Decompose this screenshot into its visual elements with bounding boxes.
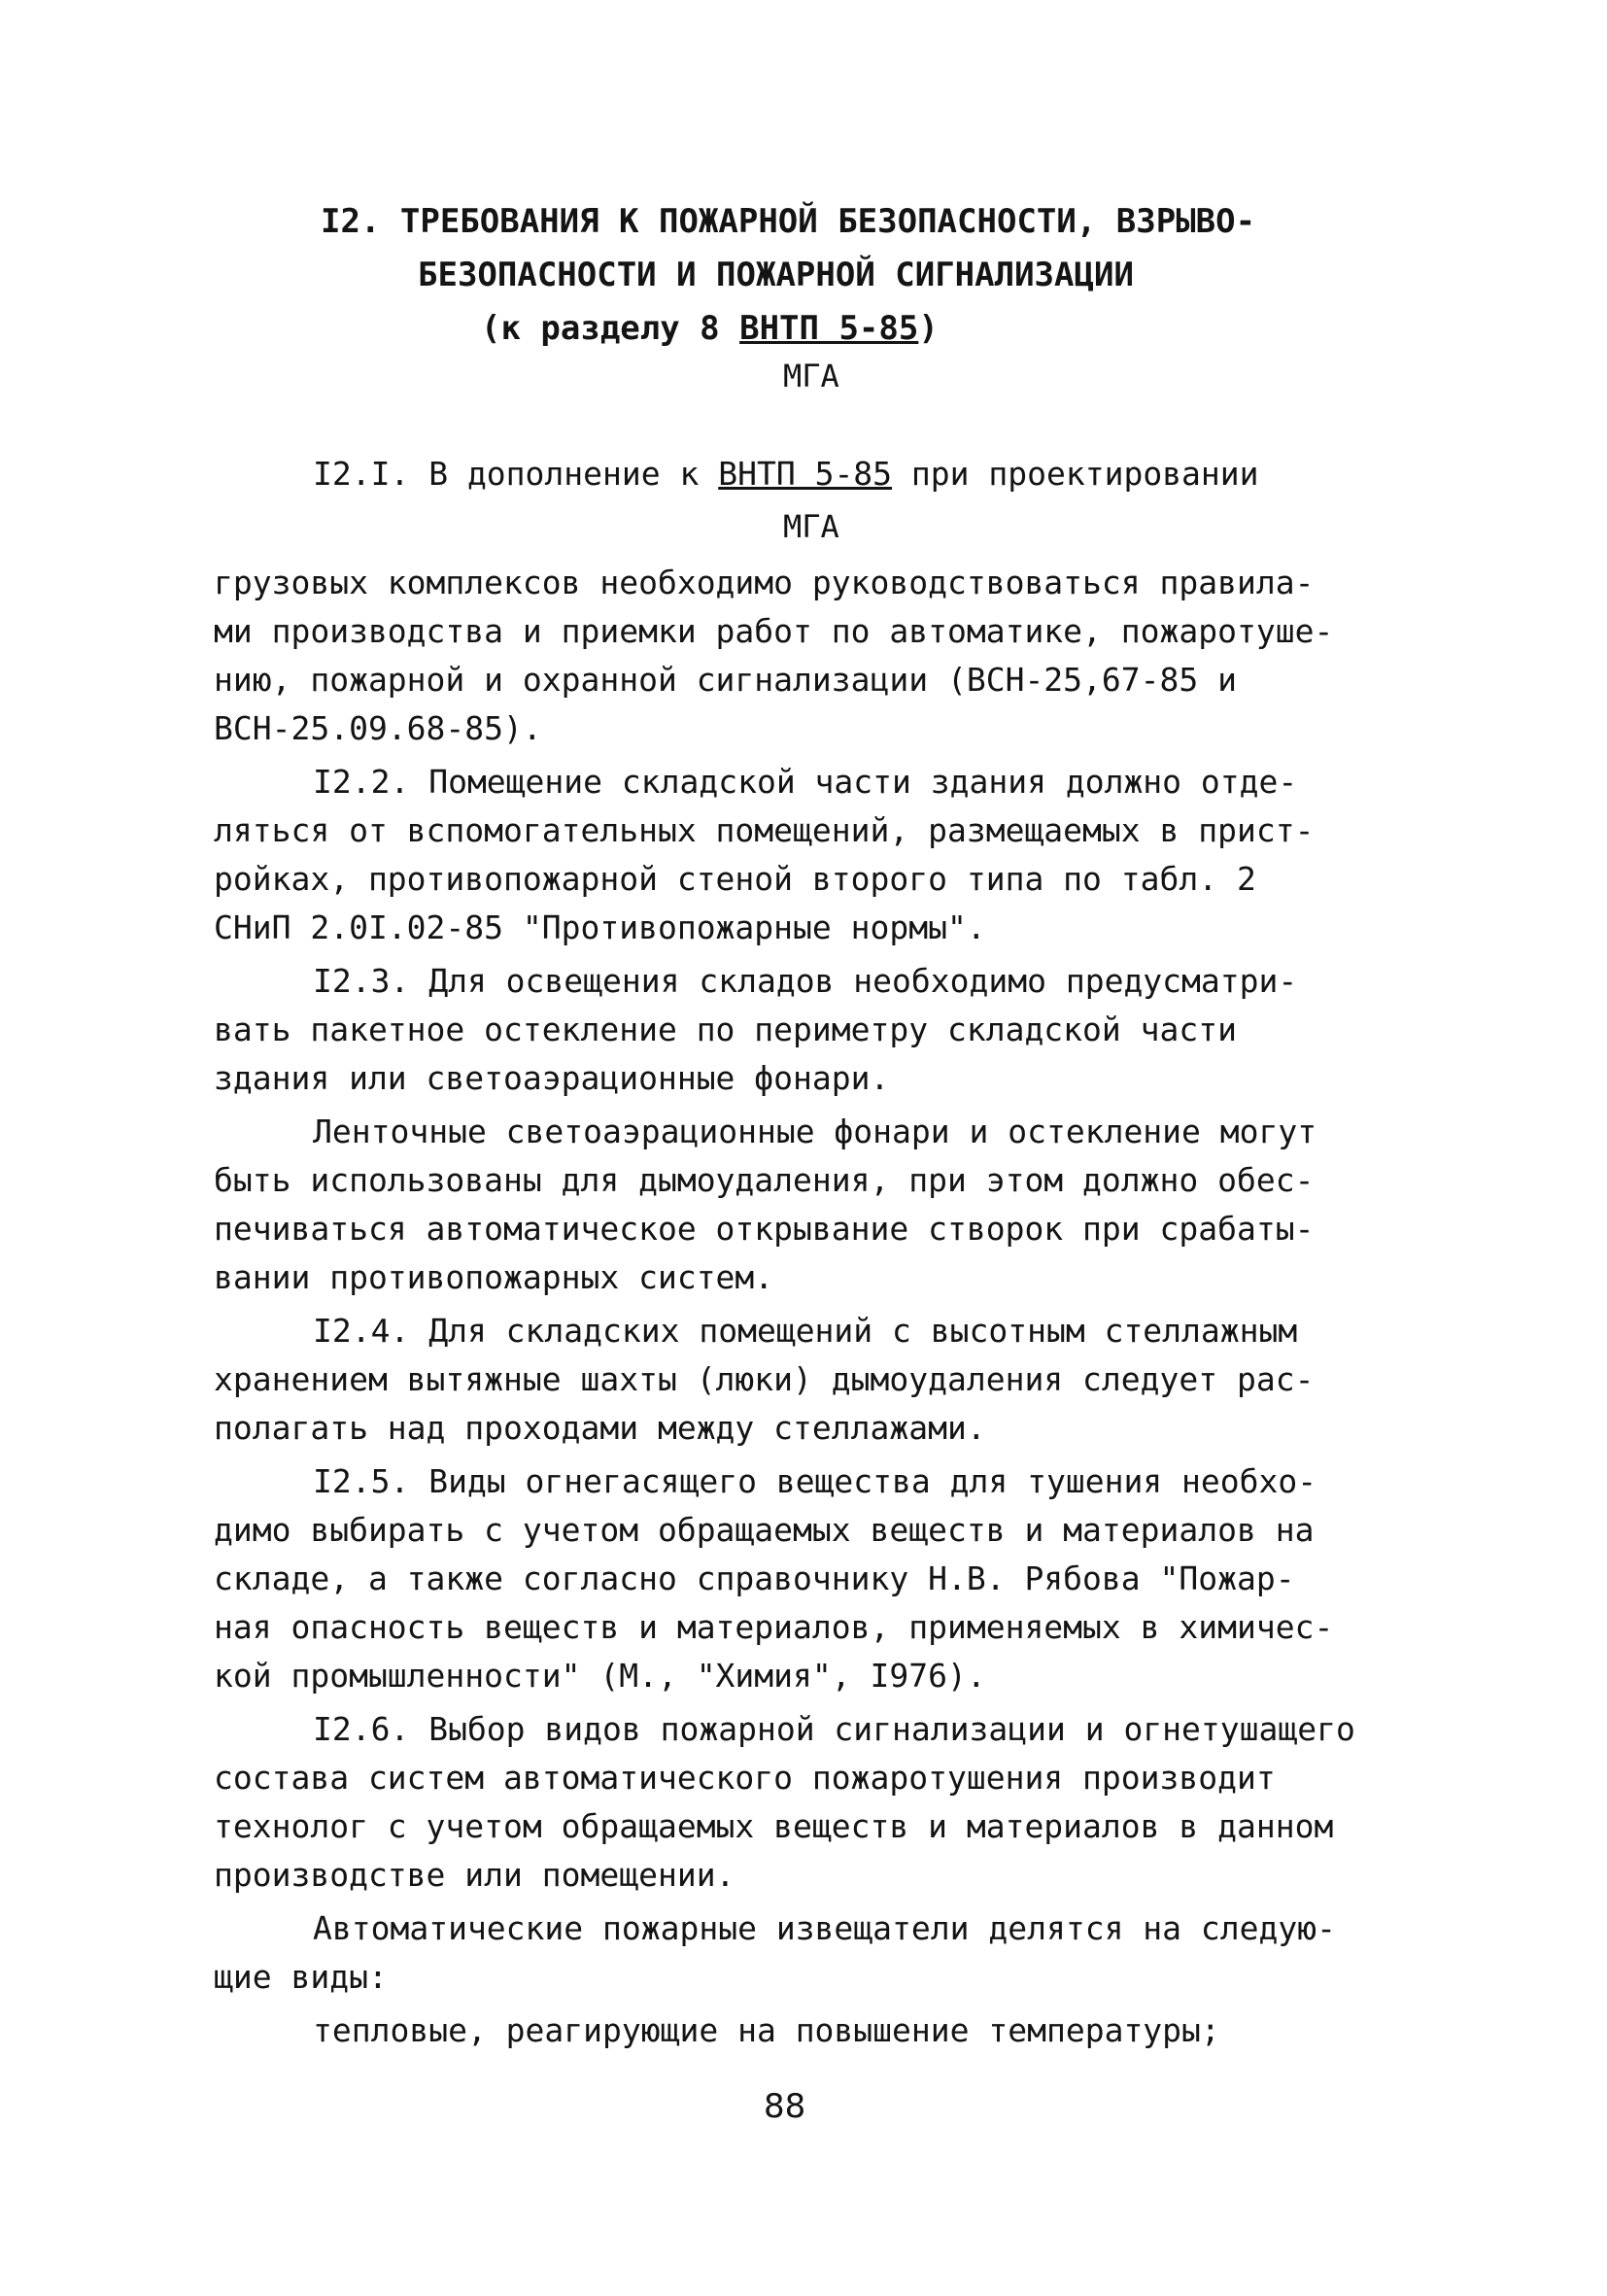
body-line: СНиП 2.0I.02-85 "Противопожарные нормы". [214,908,986,946]
body-line: Автоматические пожарные извещатели делятся на следую- [313,1909,1336,1947]
body-line: ная опасность веществ и материалов, применяемых в химичес- [214,1608,1334,1646]
body-line: складе, а также согласно справочнику Н.В. Рябова "Пожар- [214,1559,1295,1597]
body-line: быть использованы для дымоудаления, при этом должно обес- [214,1161,1315,1199]
body-line: нию, пожарной и охранной сигнализации (ВСН-25,67-85 и [214,661,1237,699]
body-line: ляться от вспомогательных помещений, размещаемых в прист- [214,811,1315,849]
body-line: щие виды: [214,1958,388,1996]
body-line: вать пакетное остекление по периметру складской части [214,1011,1237,1048]
body-line: кой промышленности" (М., "Химия", I976). [214,1657,986,1695]
body-line: ВСН-25.09.68-85). [214,709,542,747]
body-line: I2.3. Для освещения складов необходимо предусматри- [313,962,1298,1000]
body-line: грузовых комплексов необходимо руководствоваться правила- [214,564,1315,601]
body-line: технолог с учетом обращаемых веществ и материалов в данном [214,1807,1334,1845]
page-number: 88 [764,2087,806,2126]
body-line-ref-code: ВНТП 5-85 [718,455,893,493]
section-heading-line-2: БЕЗОПАСНОСТИ И ПОЖАРНОЙ СИГНАЛИЗАЦИИ [418,256,1134,294]
body-line: вании противопожарных систем. [214,1258,774,1296]
heading-ref-prefix: (к разделу 8 [481,309,740,348]
body-line: тепловые, реагирующие на повышение температуры; [313,2011,1220,2049]
heading-ref-annotation: МГА [783,358,839,394]
section-heading-line-3 [481,309,939,348]
body-line: ройках, противопожарной стеной второго типа по табл. 2 [214,860,1256,898]
body-line: печиваться автоматическое открывание створок при срабаты- [214,1210,1315,1248]
heading-ref-code: ВНТП 5-85 [739,309,919,348]
section-heading-line-1: I2. ТРЕБОВАНИЯ К ПОЖАРНОЙ БЕЗОПАСНОСТИ, ВЗРЫВО- [321,202,1256,241]
body-line: димо выбирать с учетом обращаемых веществ и материалов на [214,1511,1315,1549]
body-line: производстве или помещении. [214,1856,735,1894]
ref-annotation: МГА [783,508,839,545]
heading-ref-suffix: ) [918,309,939,348]
body-line: состава систем автоматического пожаротушения производит [214,1759,1276,1797]
body-line: полагать над проходами между стеллажами. [214,1409,986,1447]
body-line [313,455,1259,494]
body-line: I2.6. Выбор видов пожарной сигнализации и огнетушащего [313,1710,1355,1748]
body-line: ми производства и приемки работ по автоматике, пожаротуше- [214,612,1334,650]
body-line: хранением вытяжные шахты (люки) дымоудаления следует рас- [214,1360,1315,1398]
body-line-text: при проектировании [892,455,1259,493]
body-line: I2.5. Виды огнегасящего вещества для тушения необхо- [313,1462,1317,1500]
body-line: здания или светоаэрационные фонари. [214,1059,890,1097]
body-line: Ленточные светоаэрационные фонари и остекление могут [313,1113,1317,1150]
body-line: I2.4. Для складских помещений с высотным стеллажным [313,1312,1298,1350]
body-line: I2.2. Помещение складской части здания должно отде- [313,763,1298,801]
body-line-text: I2.I. В дополнение к [313,455,719,493]
